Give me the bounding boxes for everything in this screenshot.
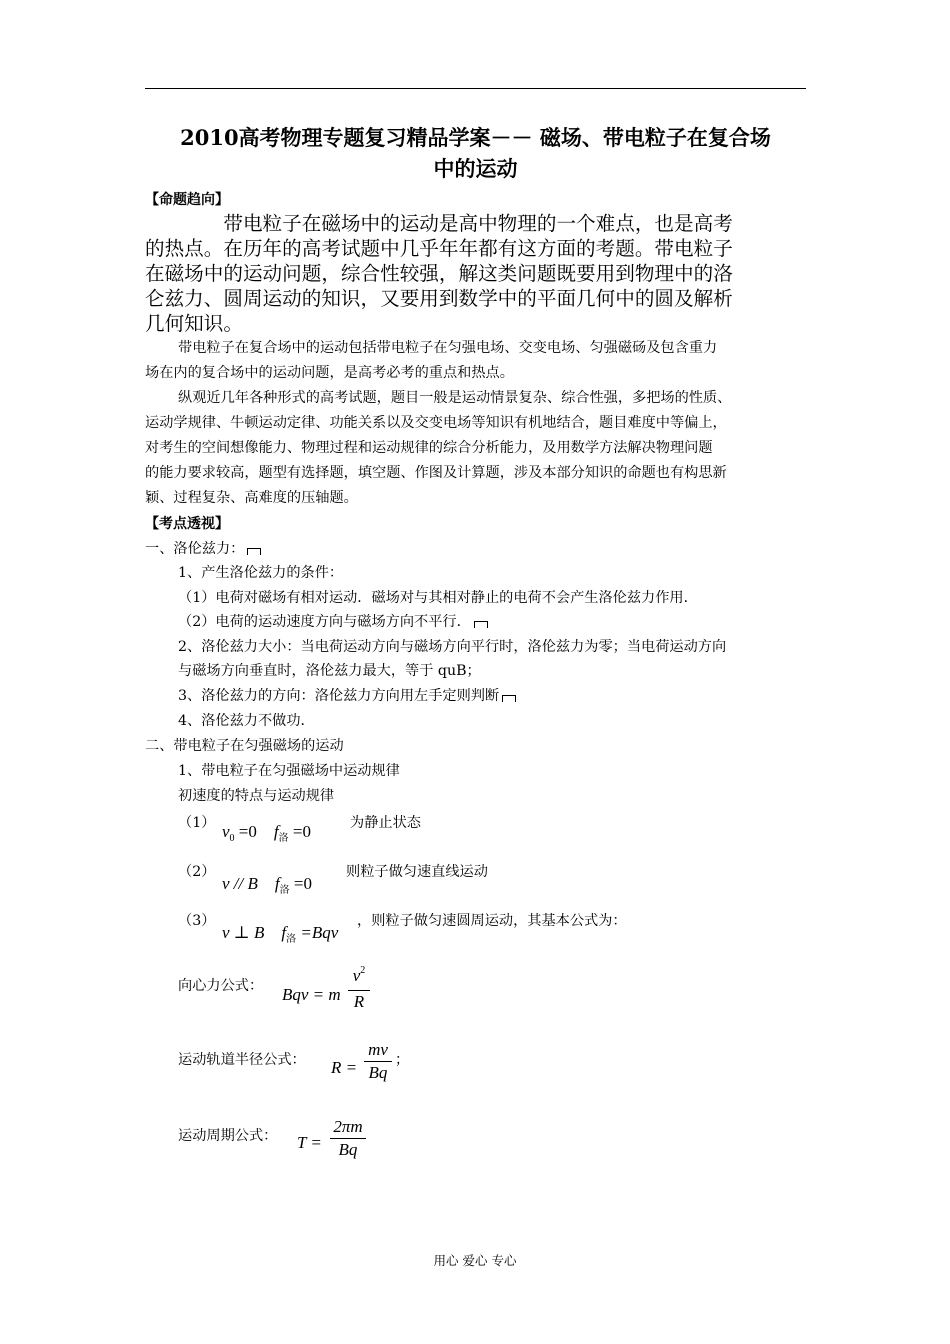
section-heading-key-points: 【考点透视】 bbox=[145, 516, 229, 532]
intro-line-3: 在磁场中的运动问题，综合性较强，解这类问题既要用到物理中的洛 bbox=[145, 262, 733, 285]
paragraph-3-line-4: 的能力要求较高，题型有选择题，填空题、作图及计算题，涉及本部分知识的命题也有构思新 bbox=[145, 465, 727, 481]
intro-line-2: 的热点。在历年的高考试题中几乎年年都有这方面的考题。带电粒子 bbox=[145, 237, 733, 260]
revision-mark-icon bbox=[502, 695, 516, 702]
document-title-line-2: 中的运动 bbox=[433, 156, 518, 181]
force-magnitude-line-2: 与磁场方向垂直时，洛伦兹力最大，等于 quB； bbox=[178, 663, 481, 679]
paragraph-3-line-2: 运动学规律、牛顿运动定律、功能关系以及交变电场等知识有机地结合，题目难度中等偏上， bbox=[145, 415, 727, 431]
motion-law-intro: 初速度的特点与运动规律 bbox=[178, 788, 335, 804]
force-magnitude-line-1: 2、洛伦兹力大小：当电荷运动方向与磁场方向平行时，洛伦兹力为零；当电荷运动方向 bbox=[178, 639, 727, 655]
intro-line-5: 几何知识。 bbox=[145, 312, 243, 335]
force-no-work: 4、洛伦兹力不做功． bbox=[178, 713, 315, 729]
case-1-number: （1） bbox=[178, 815, 216, 831]
intro-line-1: 带电粒子在磁场中的运动是高中物理的一个难点，也是高考 bbox=[145, 212, 733, 235]
centripetal-label: 向心力公式： bbox=[178, 978, 264, 994]
centripetal-lhs: Bqv = m bbox=[282, 985, 341, 1004]
motion-law-heading: 1、带电粒子在匀强磁场中运动规律 bbox=[178, 763, 400, 779]
case-3-formula: v ⊥ B $f_洛 =Bqv$ bbox=[222, 923, 339, 945]
case-2-number: （2） bbox=[178, 864, 216, 880]
document-title-line-1: 2010高考物理专题复习精品学案－－ 磁场、带电粒子在复合场 bbox=[180, 125, 771, 150]
case-2-formula: v // B $f_洛 =0$ bbox=[222, 874, 312, 896]
revision-mark-icon bbox=[474, 621, 488, 628]
case-2-desc: 则粒子做匀速直线运动 bbox=[346, 864, 488, 880]
intro-line-4: 仑兹力、圆周运动的知识，又要用到数学中的平面几何中的圆及解析 bbox=[145, 287, 733, 310]
radius-tail: ； bbox=[395, 1052, 410, 1068]
part-2-title: 二、带电粒子在匀强磁场的运动 bbox=[145, 738, 344, 754]
paragraph-3-line-5: 颖、过程复杂、高难度的压轴题。 bbox=[145, 490, 358, 506]
period-label: 运动周期公式： bbox=[178, 1128, 278, 1144]
case-3-desc: ，则粒子做匀速圆周运动，其基本公式为： bbox=[357, 913, 627, 929]
case-1-formula: $v_0 =0$ $f_洛 =0$ bbox=[222, 822, 311, 844]
condition-heading: 1、产生洛伦兹力的条件： bbox=[178, 565, 344, 581]
period-fraction: 2πm Bq bbox=[330, 1117, 366, 1160]
radius-lhs: R = bbox=[331, 1058, 358, 1077]
part-1-title: 一、洛伦兹力： bbox=[145, 539, 261, 559]
radius-label: 运动轨道半径公式： bbox=[178, 1052, 306, 1068]
paragraph-3-line-3: 对考生的空间想像能力、物理过程和运动规律的综合分析能力，及用数学方法解决物理问题 bbox=[145, 440, 713, 456]
section-heading-trend: 【命题趋向】 bbox=[145, 192, 229, 208]
condition-2: （2）电荷的运动速度方向与磁场方向不平行． bbox=[178, 612, 488, 632]
case-3-number: （3） bbox=[178, 913, 216, 929]
revision-mark-icon bbox=[247, 548, 261, 555]
period-lhs: T = bbox=[297, 1133, 322, 1152]
condition-1: （1）电荷对磁场有相对运动．磁场对与其相对静止的电荷不会产生洛伦兹力作用． bbox=[178, 590, 698, 606]
centripetal-fraction: $v^2$ R bbox=[348, 966, 370, 1012]
paragraph-2-line-1: 带电粒子在复合场中的运动包括带电粒子在匀强电场、交变电场、匀强磁砀及包含重力 bbox=[178, 340, 718, 356]
paragraph-2-line-2: 场在内的复合场中的运动问题，是高考必考的重点和热点。 bbox=[145, 365, 514, 381]
paragraph-3-line-1: 纵观近几年各种形式的高考试题，题目一般是运动情景复杂、综合性强，多把场的性质、 bbox=[178, 390, 732, 406]
page-footer: 用心 爱心 专心 bbox=[433, 1253, 517, 1268]
case-1-desc: 为静止状态 bbox=[350, 815, 421, 831]
radius-fraction: mv Bq bbox=[364, 1040, 392, 1083]
header-rule bbox=[145, 88, 806, 89]
force-direction: 3、洛伦兹力的方向：洛伦兹力方向用左手定则判断 bbox=[178, 686, 516, 706]
